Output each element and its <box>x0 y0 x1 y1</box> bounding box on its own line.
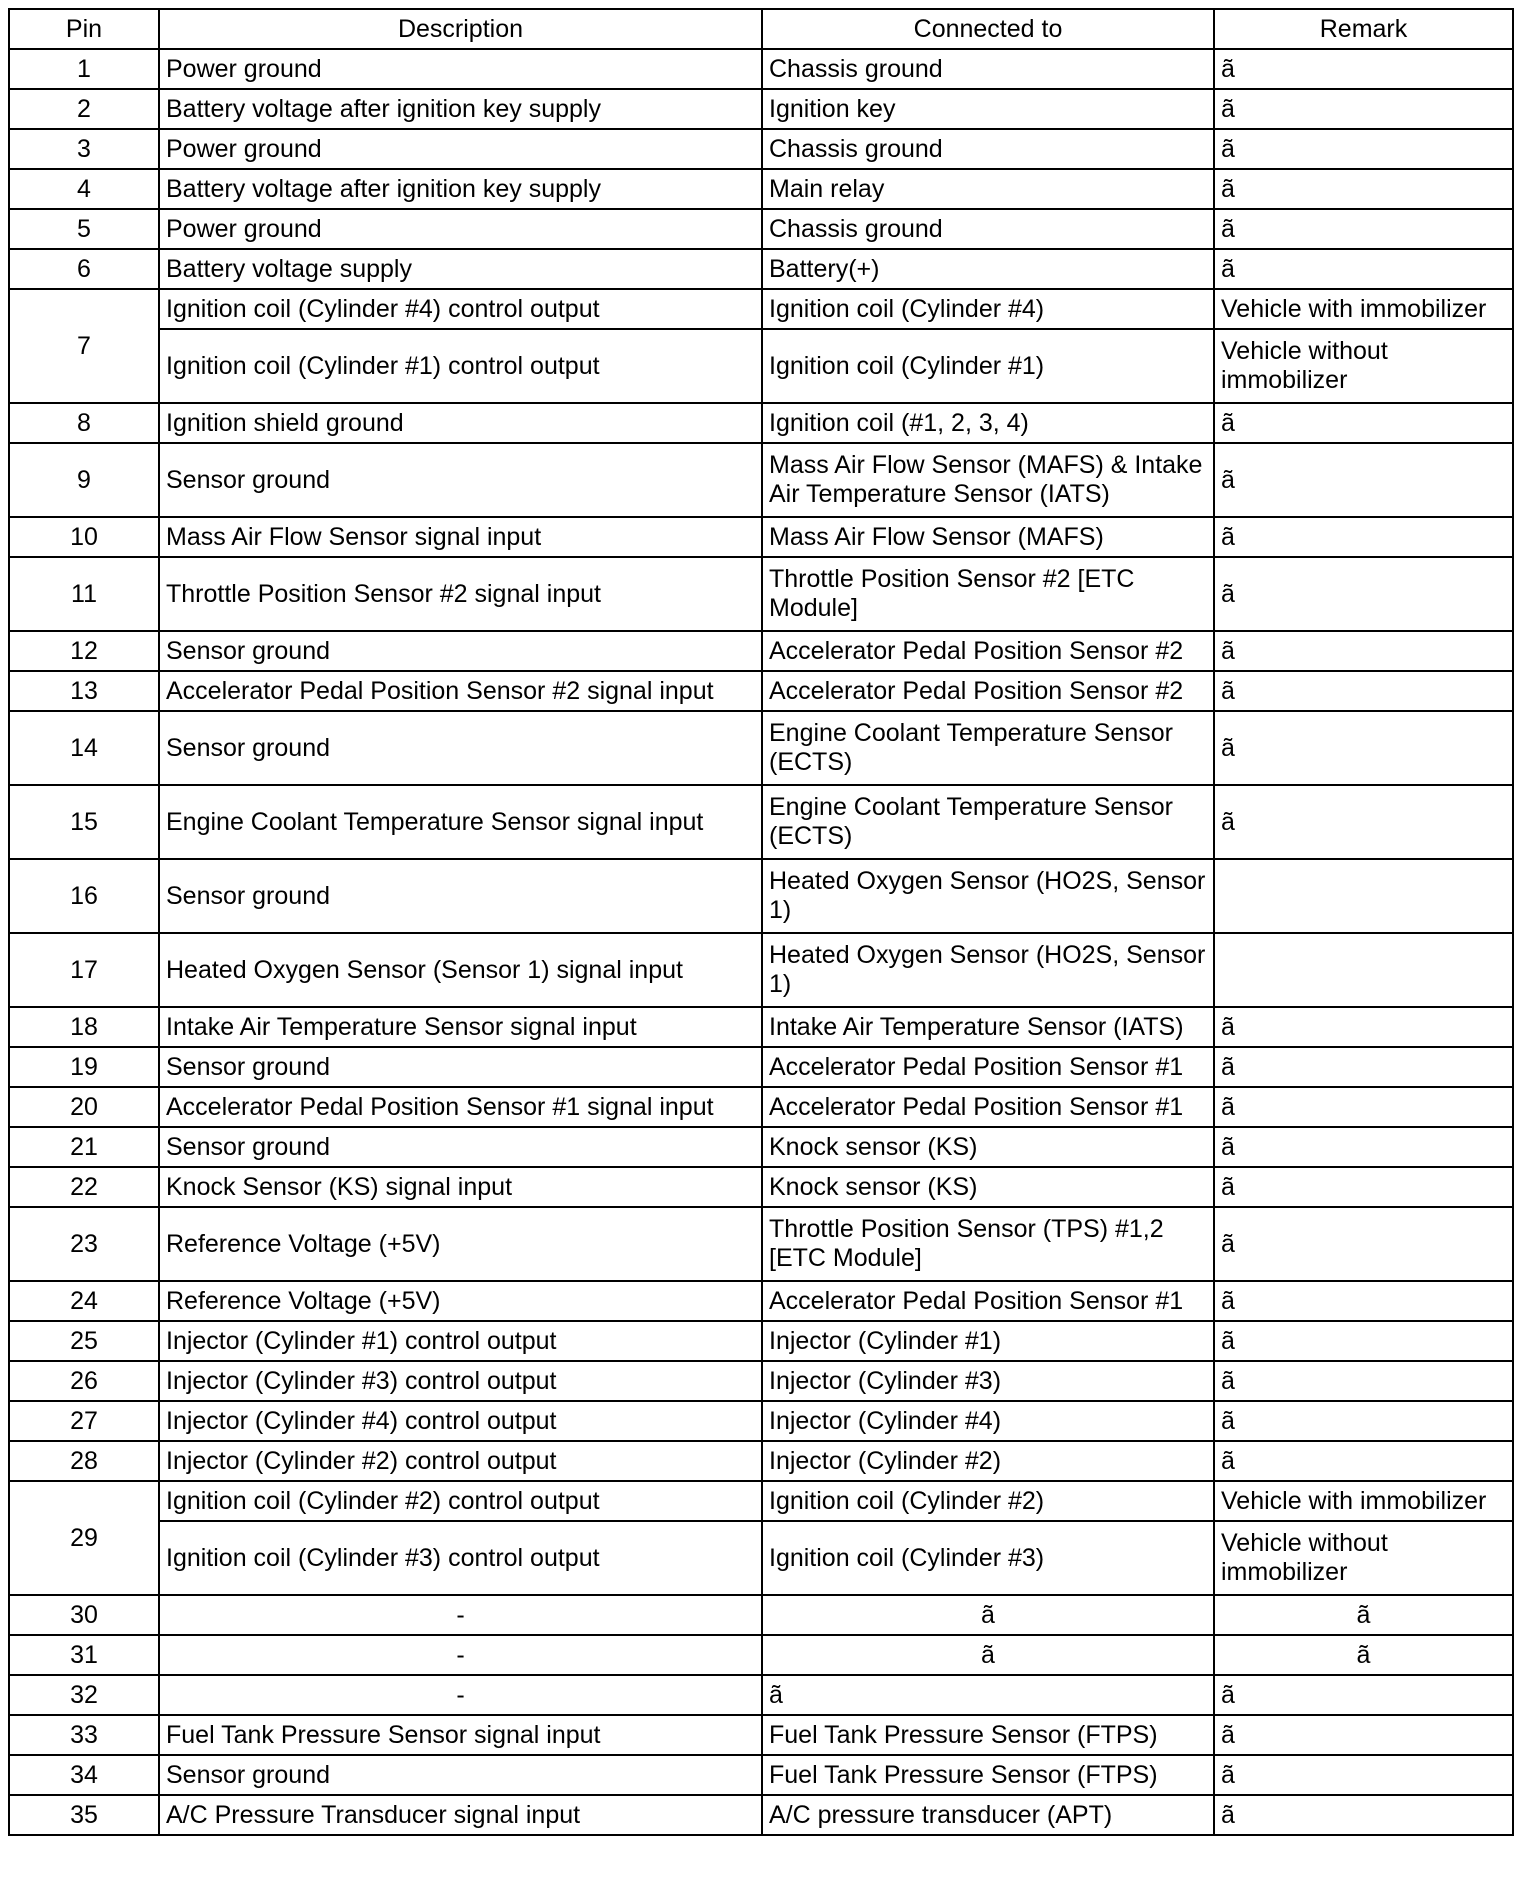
description-cell: - <box>159 1675 762 1715</box>
description-cell: Power ground <box>159 129 762 169</box>
description-cell: Sensor ground <box>159 711 762 785</box>
description-cell: Knock Sensor (KS) signal input <box>159 1167 762 1207</box>
remark-cell: ã <box>1214 1635 1513 1675</box>
connected-to-cell: Fuel Tank Pressure Sensor (FTPS) <box>762 1715 1214 1755</box>
remark-cell: ã <box>1214 49 1513 89</box>
description-cell: - <box>159 1595 762 1635</box>
table-row <box>9 1755 1513 1795</box>
header-row <box>9 9 1513 49</box>
remark-cell: ã <box>1214 1207 1513 1281</box>
remark-cell: ã <box>1214 557 1513 631</box>
pin-cell: 10 <box>9 517 159 557</box>
table-row <box>9 329 1513 403</box>
description-cell: Accelerator Pedal Position Sensor #2 signal input <box>159 671 762 711</box>
pin-cell: 26 <box>9 1361 159 1401</box>
description-cell: A/C Pressure Transducer signal input <box>159 1795 762 1835</box>
description-cell: Sensor ground <box>159 1127 762 1167</box>
remark-cell: ã <box>1214 1715 1513 1755</box>
pin-cell: 7 <box>9 289 159 403</box>
description-cell: Power ground <box>159 209 762 249</box>
remark-cell: ã <box>1214 1361 1513 1401</box>
remark-cell: ã <box>1214 1675 1513 1715</box>
remark-cell: ã <box>1214 1047 1513 1087</box>
remark-cell: ã <box>1214 403 1513 443</box>
connected-to-cell: Injector (Cylinder #2) <box>762 1441 1214 1481</box>
pin-cell: 4 <box>9 169 159 209</box>
table-row <box>9 289 1513 329</box>
table-row <box>9 1007 1513 1047</box>
connected-to-cell: Ignition coil (Cylinder #1) <box>762 329 1214 403</box>
table-row <box>9 443 1513 517</box>
remark-cell: ã <box>1214 1127 1513 1167</box>
description-cell: Ignition coil (Cylinder #3) control output <box>159 1521 762 1595</box>
description-cell: Injector (Cylinder #4) control output <box>159 1401 762 1441</box>
table-row <box>9 1167 1513 1207</box>
remark-cell: ã <box>1214 1087 1513 1127</box>
description-cell: Mass Air Flow Sensor signal input <box>159 517 762 557</box>
description-cell: Injector (Cylinder #2) control output <box>159 1441 762 1481</box>
description-cell: Sensor ground <box>159 631 762 671</box>
connected-to-cell: ã <box>762 1635 1214 1675</box>
remark-cell <box>1214 933 1513 1007</box>
pin-cell: 23 <box>9 1207 159 1281</box>
table-row <box>9 1521 1513 1595</box>
connected-to-cell: Ignition coil (Cylinder #4) <box>762 289 1214 329</box>
description-cell: Engine Coolant Temperature Sensor signal input <box>159 785 762 859</box>
table-row <box>9 1795 1513 1835</box>
connected-to-cell: Knock sensor (KS) <box>762 1167 1214 1207</box>
connected-to-cell: A/C pressure transducer (APT) <box>762 1795 1214 1835</box>
pin-cell: 25 <box>9 1321 159 1361</box>
pin-cell: 29 <box>9 1481 159 1595</box>
table-row <box>9 169 1513 209</box>
description-cell: Power ground <box>159 49 762 89</box>
description-cell: Ignition coil (Cylinder #4) control output <box>159 289 762 329</box>
description-cell: Injector (Cylinder #3) control output <box>159 1361 762 1401</box>
connected-to-cell: Heated Oxygen Sensor (HO2S, Sensor 1) <box>762 933 1214 1007</box>
remark-cell: ã <box>1214 89 1513 129</box>
pin-cell: 15 <box>9 785 159 859</box>
table-row <box>9 859 1513 933</box>
table-row <box>9 1481 1513 1521</box>
table-row <box>9 1441 1513 1481</box>
table-row <box>9 403 1513 443</box>
connected-to-cell: Chassis ground <box>762 209 1214 249</box>
pin-cell: 14 <box>9 711 159 785</box>
description-cell: Reference Voltage (+5V) <box>159 1207 762 1281</box>
table-row <box>9 209 1513 249</box>
pin-cell: 31 <box>9 1635 159 1675</box>
connected-to-cell: Knock sensor (KS) <box>762 1127 1214 1167</box>
description-cell: Heated Oxygen Sensor (Sensor 1) signal input <box>159 933 762 1007</box>
remark-cell: ã <box>1214 1281 1513 1321</box>
description-cell: Accelerator Pedal Position Sensor #1 signal input <box>159 1087 762 1127</box>
remark-cell: ã <box>1214 209 1513 249</box>
table-row <box>9 1207 1513 1281</box>
connected-to-cell: Engine Coolant Temperature Sensor (ECTS) <box>762 785 1214 859</box>
table-row <box>9 1281 1513 1321</box>
table-row <box>9 49 1513 89</box>
connected-to-cell: Heated Oxygen Sensor (HO2S, Sensor 1) <box>762 859 1214 933</box>
pin-cell: 16 <box>9 859 159 933</box>
header-pin: Pin <box>9 9 159 49</box>
pin-cell: 28 <box>9 1441 159 1481</box>
remark-cell: ã <box>1214 1321 1513 1361</box>
remark-cell: ã <box>1214 1755 1513 1795</box>
description-cell: Battery voltage after ignition key supply <box>159 169 762 209</box>
description-cell: Injector (Cylinder #1) control output <box>159 1321 762 1361</box>
connected-to-cell: Injector (Cylinder #3) <box>762 1361 1214 1401</box>
description-cell: Sensor ground <box>159 859 762 933</box>
pin-cell: 6 <box>9 249 159 289</box>
description-cell: Sensor ground <box>159 1047 762 1087</box>
remark-cell: ã <box>1214 443 1513 517</box>
remark-cell: ã <box>1214 631 1513 671</box>
pin-cell: 24 <box>9 1281 159 1321</box>
connected-to-cell: Main relay <box>762 169 1214 209</box>
table-row <box>9 1401 1513 1441</box>
connected-to-cell: Accelerator Pedal Position Sensor #1 <box>762 1087 1214 1127</box>
table-row <box>9 1127 1513 1167</box>
description-cell: Fuel Tank Pressure Sensor signal input <box>159 1715 762 1755</box>
pin-cell: 30 <box>9 1595 159 1635</box>
remark-cell: ã <box>1214 517 1513 557</box>
table-row <box>9 671 1513 711</box>
remark-cell: ã <box>1214 1595 1513 1635</box>
header-connected-to: Connected to <box>762 9 1214 49</box>
description-cell: Ignition shield ground <box>159 403 762 443</box>
pin-cell: 20 <box>9 1087 159 1127</box>
pin-cell: 11 <box>9 557 159 631</box>
connected-to-cell: Ignition coil (#1, 2, 3, 4) <box>762 403 1214 443</box>
table-row <box>9 785 1513 859</box>
header-description: Description <box>159 9 762 49</box>
connected-to-cell: ã <box>762 1675 1214 1715</box>
remark-cell: Vehicle with immobilizer <box>1214 1481 1513 1521</box>
table-row <box>9 89 1513 129</box>
connected-to-cell: Injector (Cylinder #4) <box>762 1401 1214 1441</box>
table-row <box>9 1087 1513 1127</box>
pin-cell: 35 <box>9 1795 159 1835</box>
connected-to-cell: Injector (Cylinder #1) <box>762 1321 1214 1361</box>
remark-cell: ã <box>1214 1795 1513 1835</box>
connected-to-cell: Ignition coil (Cylinder #2) <box>762 1481 1214 1521</box>
table-row <box>9 129 1513 169</box>
remark-cell: ã <box>1214 1167 1513 1207</box>
description-cell: - <box>159 1635 762 1675</box>
connected-to-cell: Mass Air Flow Sensor (MAFS) & Intake Air Temperature Sensor (IATS) <box>762 443 1214 517</box>
remark-cell: ã <box>1214 1401 1513 1441</box>
pin-cell: 9 <box>9 443 159 517</box>
connected-to-cell: Accelerator Pedal Position Sensor #1 <box>762 1281 1214 1321</box>
remark-cell: ã <box>1214 249 1513 289</box>
pin-table <box>8 8 1514 1836</box>
description-cell: Sensor ground <box>159 443 762 517</box>
remark-cell: ã <box>1214 1441 1513 1481</box>
pin-cell: 33 <box>9 1715 159 1755</box>
pin-cell: 1 <box>9 49 159 89</box>
table-row <box>9 631 1513 671</box>
pin-cell: 32 <box>9 1675 159 1715</box>
table-row <box>9 249 1513 289</box>
connected-to-cell: Accelerator Pedal Position Sensor #2 <box>762 631 1214 671</box>
remark-cell: Vehicle without immobilizer <box>1214 1521 1513 1595</box>
description-cell: Throttle Position Sensor #2 signal input <box>159 557 762 631</box>
remark-cell: ã <box>1214 169 1513 209</box>
remark-cell: ã <box>1214 711 1513 785</box>
connected-to-cell: Chassis ground <box>762 49 1214 89</box>
connected-to-cell: Accelerator Pedal Position Sensor #2 <box>762 671 1214 711</box>
table-row <box>9 1715 1513 1755</box>
connected-to-cell: Throttle Position Sensor #2 [ETC Module] <box>762 557 1214 631</box>
table-row <box>9 711 1513 785</box>
pin-cell: 21 <box>9 1127 159 1167</box>
remark-cell: ã <box>1214 129 1513 169</box>
pin-cell: 27 <box>9 1401 159 1441</box>
pin-cell: 2 <box>9 89 159 129</box>
connected-to-cell: Mass Air Flow Sensor (MAFS) <box>762 517 1214 557</box>
table-row <box>9 1047 1513 1087</box>
description-cell: Reference Voltage (+5V) <box>159 1281 762 1321</box>
connected-to-cell: ã <box>762 1595 1214 1635</box>
connected-to-cell: Engine Coolant Temperature Sensor (ECTS) <box>762 711 1214 785</box>
connected-to-cell: Ignition coil (Cylinder #3) <box>762 1521 1214 1595</box>
header-remark: Remark <box>1214 9 1513 49</box>
connected-to-cell: Throttle Position Sensor (TPS) #1,2 [ETC Module] <box>762 1207 1214 1281</box>
remark-cell: ã <box>1214 785 1513 859</box>
pin-cell: 34 <box>9 1755 159 1795</box>
pin-cell: 19 <box>9 1047 159 1087</box>
description-cell: Ignition coil (Cylinder #1) control output <box>159 329 762 403</box>
description-cell: Battery voltage after ignition key supply <box>159 89 762 129</box>
connected-to-cell: Ignition key <box>762 89 1214 129</box>
table-row <box>9 1321 1513 1361</box>
pin-cell: 18 <box>9 1007 159 1047</box>
pin-cell: 22 <box>9 1167 159 1207</box>
table-row <box>9 517 1513 557</box>
pin-cell: 5 <box>9 209 159 249</box>
pin-cell: 12 <box>9 631 159 671</box>
description-cell: Ignition coil (Cylinder #2) control output <box>159 1481 762 1521</box>
connected-to-cell: Intake Air Temperature Sensor (IATS) <box>762 1007 1214 1047</box>
pin-cell: 13 <box>9 671 159 711</box>
remark-cell: Vehicle with immobilizer <box>1214 289 1513 329</box>
table-row <box>9 933 1513 1007</box>
description-cell: Battery voltage supply <box>159 249 762 289</box>
description-cell: Sensor ground <box>159 1755 762 1795</box>
remark-cell: Vehicle without immobilizer <box>1214 329 1513 403</box>
pin-cell: 3 <box>9 129 159 169</box>
table-row <box>9 1595 1513 1635</box>
remark-cell: ã <box>1214 1007 1513 1047</box>
table-row <box>9 1675 1513 1715</box>
table-row <box>9 557 1513 631</box>
table-row <box>9 1361 1513 1401</box>
table-row <box>9 1635 1513 1675</box>
pin-cell: 8 <box>9 403 159 443</box>
pin-cell: 17 <box>9 933 159 1007</box>
remark-cell: ã <box>1214 671 1513 711</box>
description-cell: Intake Air Temperature Sensor signal input <box>159 1007 762 1047</box>
remark-cell <box>1214 859 1513 933</box>
connected-to-cell: Battery(+) <box>762 249 1214 289</box>
connected-to-cell: Fuel Tank Pressure Sensor (FTPS) <box>762 1755 1214 1795</box>
connected-to-cell: Chassis ground <box>762 129 1214 169</box>
connected-to-cell: Accelerator Pedal Position Sensor #1 <box>762 1047 1214 1087</box>
